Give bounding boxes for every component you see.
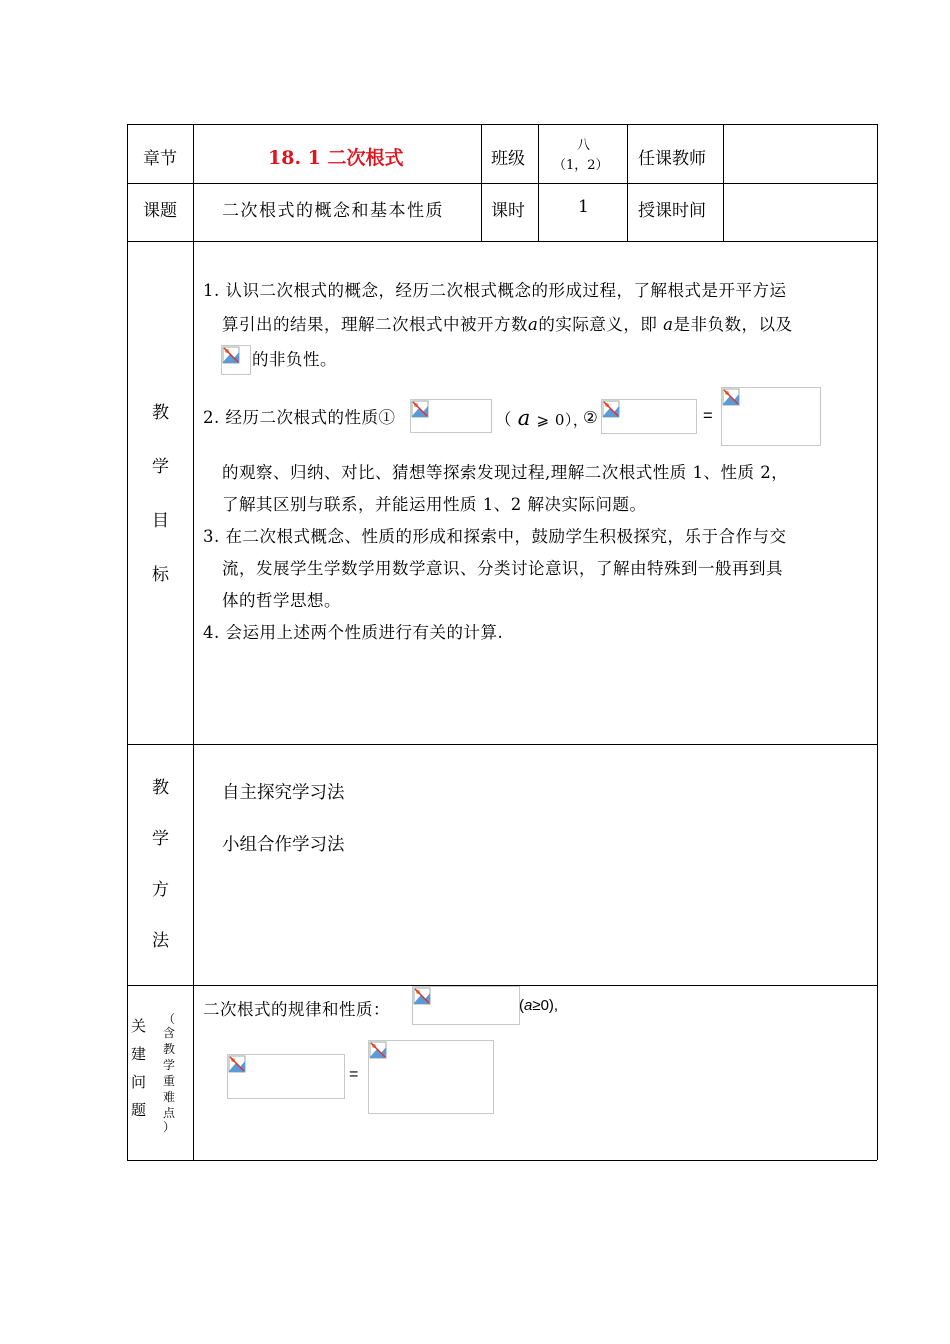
- key-issues-equals: =: [349, 1066, 359, 1083]
- key-issues-note-char: 难: [163, 1090, 176, 1104]
- time-label: 授课时间: [638, 201, 706, 221]
- key-issues-note-char: 点: [163, 1106, 176, 1120]
- formula-image-rule-2-right: [368, 1040, 494, 1114]
- teacher-label: 任课教师: [638, 149, 706, 169]
- broken-image-icon: [222, 346, 240, 364]
- objective-2-prefix: 2. 经历二次根式的性质①: [203, 408, 396, 427]
- objectives-label-char: 目: [152, 511, 169, 531]
- key-issues-note-char: （: [163, 1012, 176, 1026]
- key-issues-note-char: 重: [163, 1074, 176, 1088]
- objective-2-line-3: 了解其区别与联系，并能运用性质 1、2 解决实际问题。: [222, 495, 647, 514]
- formula-image-property-2-left: [601, 399, 697, 434]
- variable-a: a: [524, 997, 533, 1014]
- objective-2-condition: （ a ⩾ 0），: [495, 406, 589, 430]
- hours-value: 1: [578, 197, 589, 217]
- key-issues-label-char: 题: [131, 1101, 147, 1119]
- key-issues-label-char: 关: [131, 1017, 147, 1035]
- objective-1-line-2: 算引出的结果，理解二次根式中被开方数a的实际意义，即 a是非负数，以及: [222, 315, 793, 334]
- class-label: 班级: [491, 149, 525, 169]
- objectives-label-char: 教: [152, 403, 169, 423]
- chapter-title: 18. 1 二次根式: [268, 147, 404, 169]
- broken-image-icon: [228, 1055, 246, 1073]
- key-issues-note-char: 学: [163, 1058, 176, 1072]
- objectives-label-char: 学: [152, 457, 169, 477]
- objective-4: 4. 会运用上述两个性质进行有关的计算.: [203, 623, 504, 642]
- objective-3-line-3: 体的哲学思想。: [222, 591, 341, 610]
- objective-3-line-1: 3. 在二次根式概念、性质的形成和探索中，鼓励学生积极探究，乐于合作与交: [203, 527, 787, 546]
- methods-label-char: 方: [152, 880, 169, 900]
- key-issues-label-char: 建: [131, 1045, 147, 1063]
- variable-a: a: [517, 406, 531, 430]
- objective-3-line-2: 流，发展学生学数学用数学意识、分类讨论意识，了解由特殊到一般再到具: [222, 559, 783, 578]
- broken-image-icon: [413, 987, 431, 1005]
- methods-label-char: 学: [152, 829, 169, 849]
- variable-a: a: [663, 315, 674, 334]
- objectives-label-char: 标: [152, 565, 169, 585]
- broken-image-icon: [411, 400, 429, 418]
- key-issues-label-char: 问: [131, 1073, 147, 1091]
- class-grade: 八: [577, 138, 591, 153]
- key-issues-condition: (a≥0),: [519, 997, 559, 1014]
- objective-2-equals: =: [703, 407, 714, 425]
- formula-image-property-1: [410, 399, 492, 433]
- key-issues-text: 二次根式的规律和性质：: [203, 1000, 390, 1019]
- topic-label: 课题: [143, 201, 177, 221]
- chapter-label: 章节: [143, 149, 177, 169]
- methods-label-char: 法: [152, 931, 169, 951]
- methods-label-char: 教: [152, 778, 169, 798]
- variable-a: a: [528, 315, 539, 334]
- objective-2-line-2: 的观察、归纳、对比、猜想等探索发现过程,理解二次根式性质 1、性质 2，: [222, 463, 789, 482]
- method-item: 小组合作学习法: [222, 834, 345, 854]
- objective-1-line-3: 的非负性。: [252, 350, 337, 369]
- key-issues-note-char: ）: [163, 1120, 176, 1134]
- formula-image-sqrt-a: [221, 345, 251, 375]
- objective-2-circle-2: ②: [583, 408, 599, 427]
- broken-image-icon: [602, 400, 620, 418]
- formula-image-rule-2-left: [227, 1054, 345, 1099]
- key-issues-note-char: 含: [163, 1026, 176, 1040]
- class-sections: （1，2）: [553, 158, 609, 173]
- formula-image-property-2-right: [721, 387, 821, 446]
- formula-image-rule-1: [412, 986, 520, 1025]
- topic-value: 二次根式的概念和基本性质: [222, 201, 444, 221]
- objective-1-line-1: 1. 认识二次根式的概念，经历二次根式概念的形成过程，了解根式是开平方运: [203, 281, 787, 300]
- method-item: 自主探究学习法: [222, 782, 345, 802]
- broken-image-icon: [369, 1041, 387, 1059]
- hours-label: 课时: [491, 201, 525, 221]
- broken-image-icon: [722, 388, 740, 406]
- key-issues-note-char: 教: [163, 1042, 176, 1056]
